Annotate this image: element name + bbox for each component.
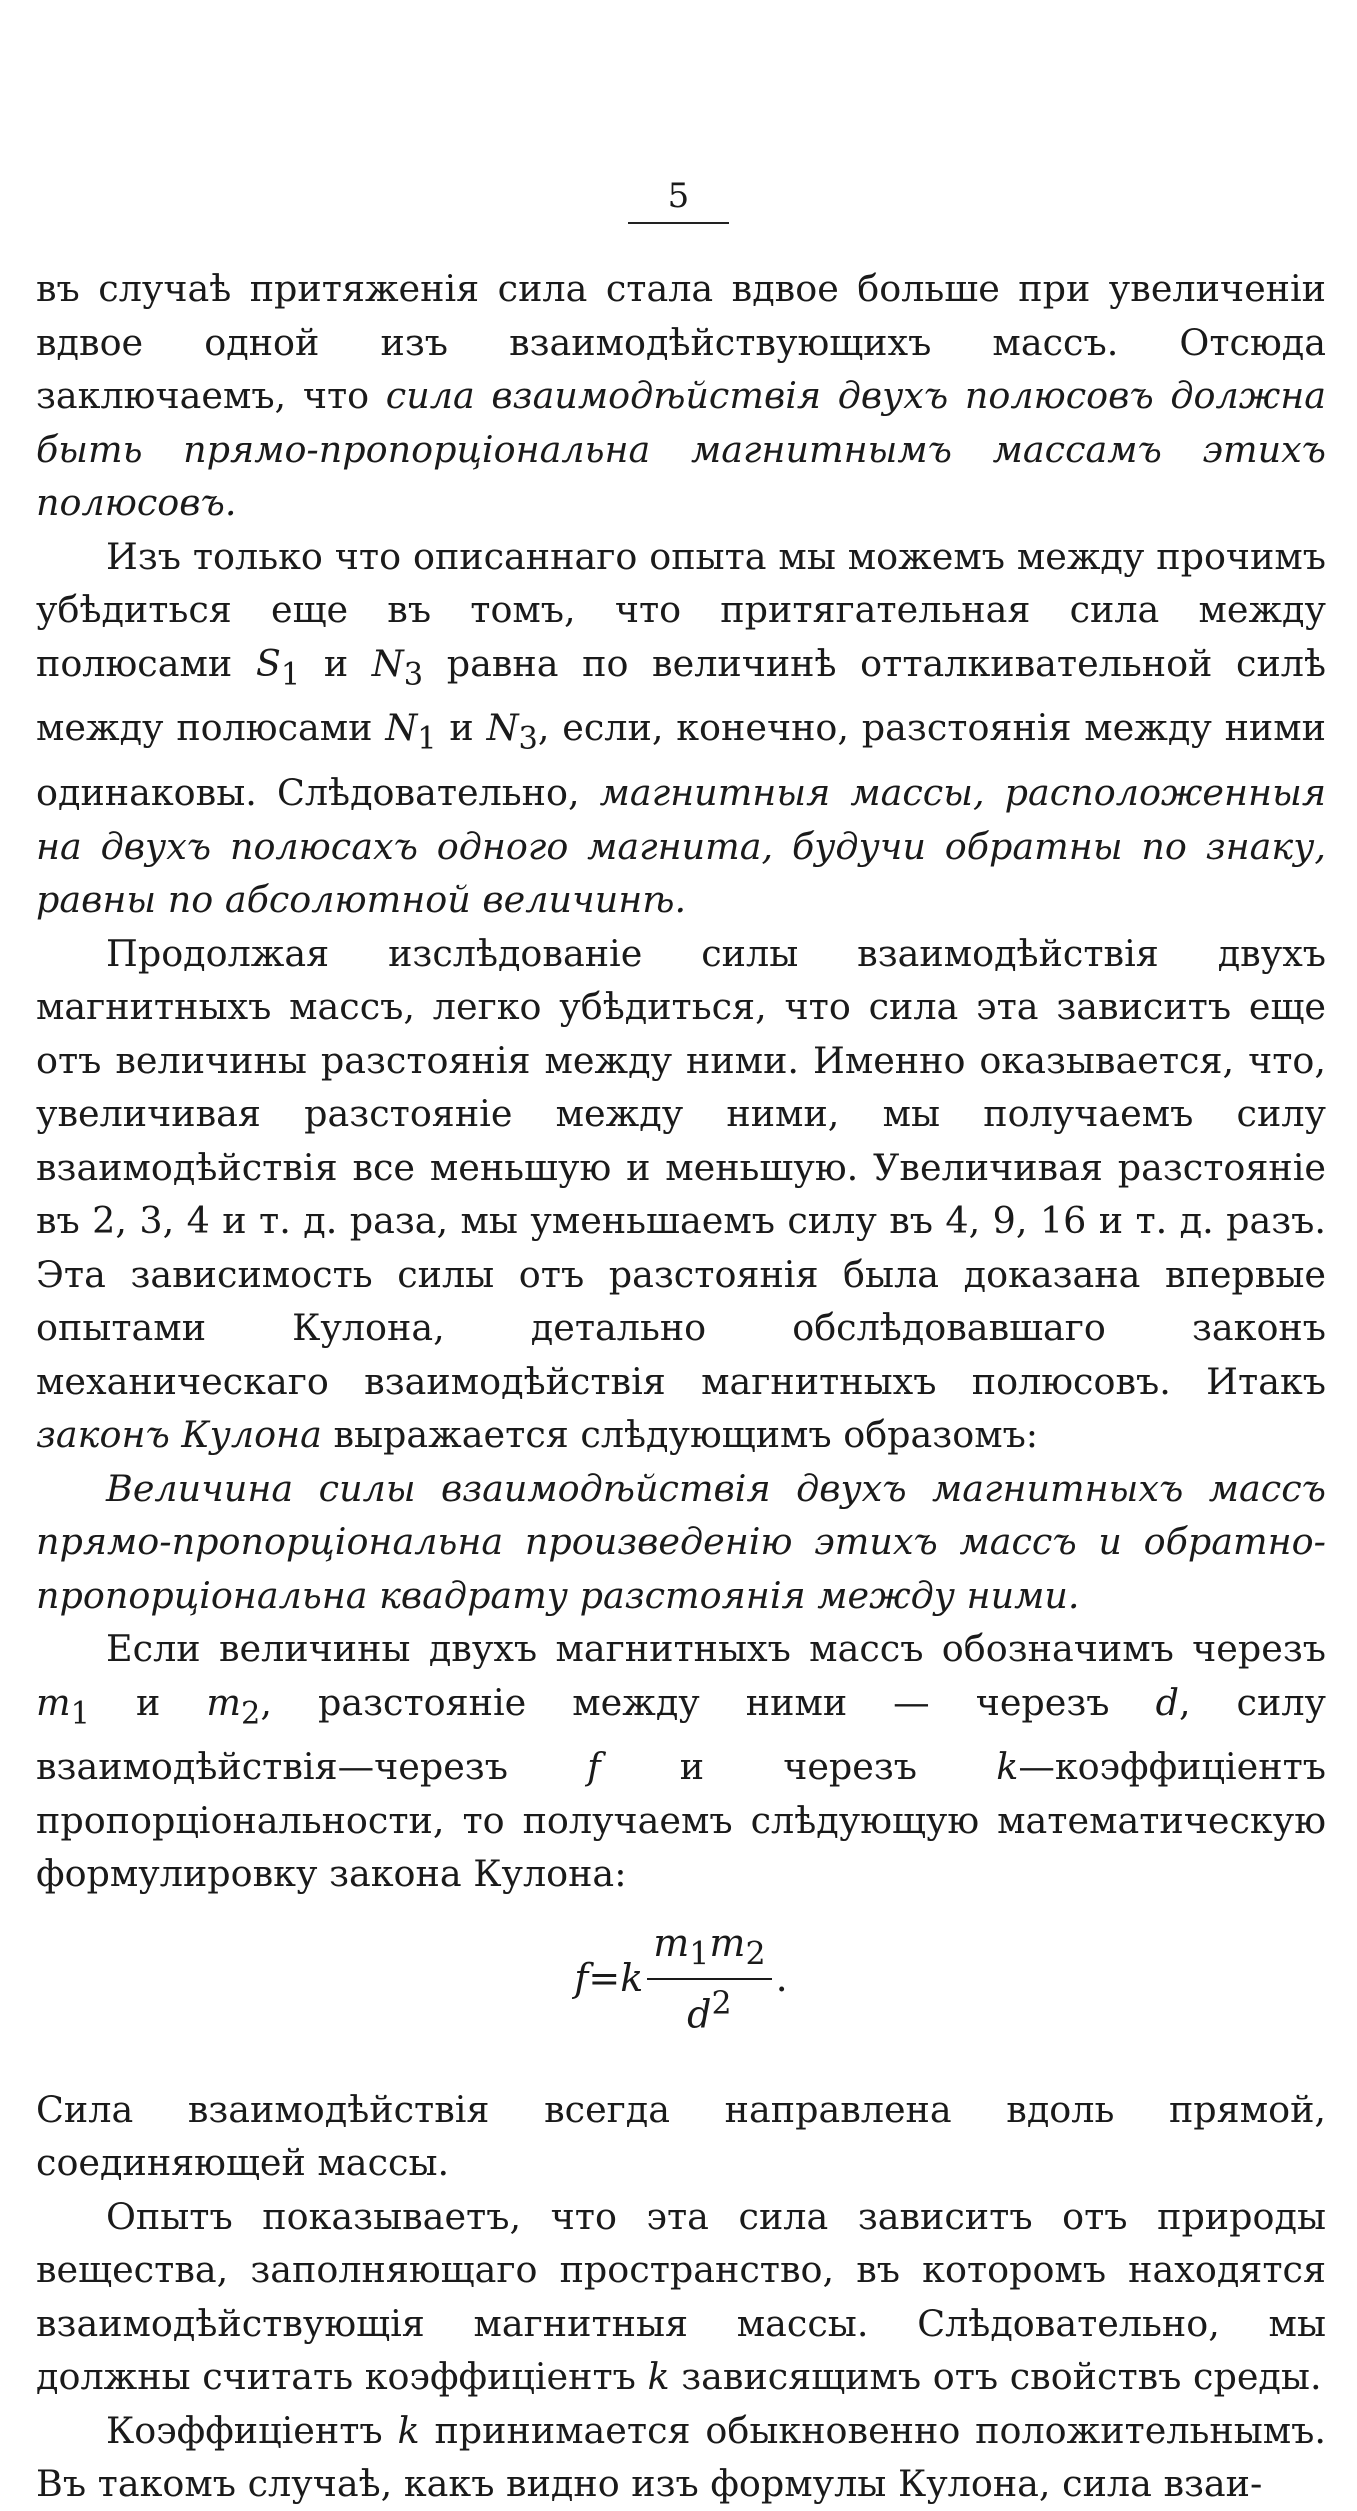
- formula-equals: =: [588, 1956, 621, 2001]
- page-number: 5: [628, 176, 730, 224]
- formula-f: f: [574, 1956, 589, 2001]
- paragraph-6: Сила взаимодѣйствія всегда направлена вдоль прямой, соединяющей массы.: [36, 2087, 1326, 2185]
- formula-numerator: $m_1m_2$: [647, 1921, 771, 1981]
- coulomb-formula: [36, 1909, 1326, 2049]
- symbol-n: N: [385, 706, 418, 750]
- symbol-n: N: [371, 641, 404, 685]
- paragraph-1-italic: сила взаимодѣйствія двухъ полюсовъ должна быть прямо-пропорціональна магнитнымъ массамъ этихъ полюсовъ.: [36, 374, 1326, 524]
- spacer: [36, 2049, 1326, 2083]
- paragraph-7: Опытъ показываетъ, что эта сила зависитъ отъ природы вещества, заполняющаго пространство, въ которомъ находятся взаимодѣйствующія магнитныя массы. Слѣдовательно, мы должны считать коэффиціентъ k зависящимъ отъ свойствъ среды.: [36, 2194, 1326, 2399]
- paragraph-2-italic: магнитныя массы, расположенныя на двухъ полюсахъ одного магнита, будучи обратны по знаку, равны по абсолютной величинѣ.: [36, 771, 1326, 922]
- formula-period: .: [775, 1956, 788, 2001]
- coulomb-law-term: законъ Кулона: [36, 1413, 322, 1457]
- spacer: [36, 1901, 1326, 1909]
- symbol-n: N: [486, 706, 519, 750]
- paragraph-8: Коэффиціентъ k принимается обыкновенно положительнымъ. Въ такомъ случаѣ, какъ видно изъ формулы Кулона, сила взаи-: [36, 2408, 1326, 2506]
- formula-k: k: [620, 1956, 644, 2001]
- symbol-s: S: [255, 641, 281, 685]
- paragraph-5: Если величины двухъ магнитныхъ массъ обозначимъ черезъ $m_1$ и $m_2$, разстояніе между ними — черезъ d, силу взаимодѣйствія—черезъ f и черезъ k—коэффиціентъ пропорціональности, то получаемъ слѣдующую математическую формулировку закона Кулона:: [36, 1627, 1326, 1896]
- formula-denominator: $d^2$: [687, 1986, 732, 2038]
- page-header: [0, 176, 1357, 224]
- page-body: [36, 262, 1326, 2511]
- formula-fraction: [647, 1921, 771, 2037]
- paragraph-1-text: въ случаѣ притяженія сила стала вдвое больше при увеличеніи вдвое одной изъ взаимодѣйствующихъ массъ. Отсюда заключаемъ, что: [36, 267, 1326, 417]
- coulomb-law-statement: Величина силы взаимодѣйствія двухъ магнитныхъ массъ прямо-пропорціональна произведенію этихъ массъ и обратно-пропорціональна квадрату разстоянія между ними.: [36, 1466, 1326, 1617]
- paragraph-3: Продолжая изслѣдованіе силы взаимодѣйствія двухъ магнитныхъ массъ, легко убѣдиться, что сила эта зависитъ еще отъ величины разстоянія между ними. Именно оказывается, что, увеличивая разстояніе между ними, мы получаемъ силу взаимодѣйствія все меньшую и меньшую. Увеличивая разстояніе въ 2, 3, 4 и т. д. раза, мы уменьшаемъ силу въ 4, 9, 16 и т. д. разъ. Эта зависимость силы отъ разстоянія была доказана впервые опытами Кулона, детально обслѣдовавшаго законъ механическаго взаимодѣйствія магнитныхъ полюсовъ. Итакъ законъ Кулона выражается слѣдующимъ образомъ:: [36, 931, 1326, 1457]
- paragraph-2: Изъ только что описаннаго опыта мы можемъ между прочимъ убѣдиться еще въ томъ, что притягательная сила между полюсами $S_1$ и $N_3$ равна по величинѣ отталкивательной силѣ между полюсами $N_1$ и $N_3$, если, конечно, разстоянія между ними одинаковы. Слѣдовательно, магнитныя массы, расположенныя на двухъ полюсахъ одного магнита, будучи обратны по знаку, равны по абсолютной величинѣ.: [36, 534, 1326, 922]
- paragraph-1: [36, 262, 1326, 530]
